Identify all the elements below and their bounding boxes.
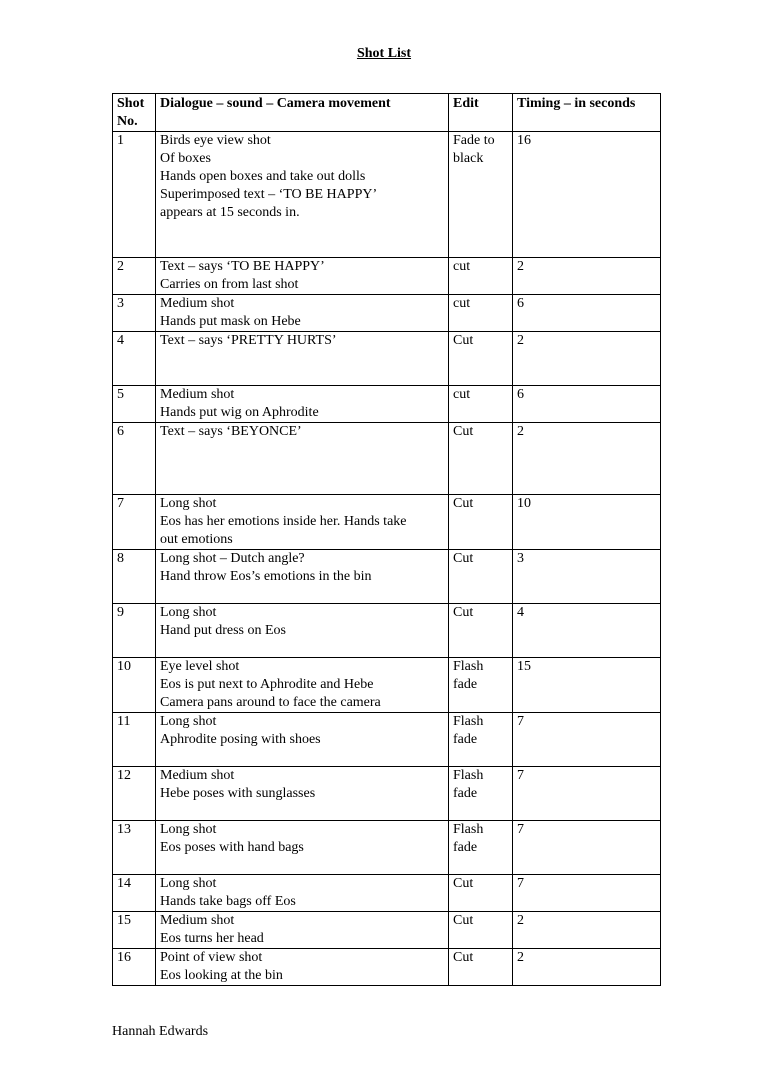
timing-cell: 7 xyxy=(513,767,661,821)
dialogue-line: Long shot xyxy=(160,876,217,891)
dialogue-line: Carries on from last shot xyxy=(160,277,299,292)
table-row xyxy=(113,550,661,604)
table-row xyxy=(113,332,661,386)
dialogue-line: Superimposed text – ‘TO BE HAPPY’ xyxy=(160,187,378,202)
dialogue-cell xyxy=(156,132,449,258)
dialogue-line: Eos is put next to Aphrodite and Hebe xyxy=(160,677,374,692)
edit-cell xyxy=(449,713,513,767)
dialogue-line: Hands put mask on Hebe xyxy=(160,314,301,329)
dialogue-cell xyxy=(156,258,449,295)
timing-cell: 4 xyxy=(513,604,661,658)
edit-line: Cut xyxy=(453,424,474,439)
dialogue-line: Long shot xyxy=(160,714,217,729)
edit-line: Flash xyxy=(453,714,484,729)
dialogue-line: Text – says ‘TO BE HAPPY’ xyxy=(160,259,325,274)
edit-line: Cut xyxy=(453,913,474,928)
dialogue-cell xyxy=(156,713,449,767)
document-title: Shot List xyxy=(356,46,412,61)
edit-line: Flash xyxy=(453,822,484,837)
table-row xyxy=(113,423,661,495)
shot-number-cell: 6 xyxy=(113,423,156,495)
edit-line: Cut xyxy=(453,950,474,965)
dialogue-cell xyxy=(156,767,449,821)
edit-line: Cut xyxy=(453,605,474,620)
dialogue-line: Long shot xyxy=(160,496,217,511)
edit-cell xyxy=(449,875,513,912)
timing-cell: 7 xyxy=(513,875,661,912)
edit-line: black xyxy=(453,151,484,166)
shot-list-table xyxy=(112,93,661,986)
edit-cell xyxy=(449,295,513,332)
dialogue-cell xyxy=(156,912,449,949)
timing-cell: 3 xyxy=(513,550,661,604)
dialogue-cell xyxy=(156,949,449,986)
edit-line: fade xyxy=(453,677,478,692)
shot-number-cell: 11 xyxy=(113,713,156,767)
shot-number-cell: 14 xyxy=(113,875,156,912)
timing-cell: 7 xyxy=(513,713,661,767)
edit-cell xyxy=(449,423,513,495)
table-row xyxy=(113,821,661,875)
edit-line: cut xyxy=(453,259,471,274)
table-row xyxy=(113,258,661,295)
edit-cell xyxy=(449,912,513,949)
shot-number-cell: 3 xyxy=(113,295,156,332)
timing-cell: 7 xyxy=(513,821,661,875)
dialogue-line: Point of view shot xyxy=(160,950,263,965)
dialogue-line: Hand put dress on Eos xyxy=(160,623,286,638)
edit-line: cut xyxy=(453,387,471,402)
shot-number-cell: 15 xyxy=(113,912,156,949)
dialogue-cell xyxy=(156,875,449,912)
shot-number-cell: 12 xyxy=(113,767,156,821)
dialogue-line: Medium shot xyxy=(160,387,235,402)
shot-number-cell: 16 xyxy=(113,949,156,986)
shot-number-cell: 5 xyxy=(113,386,156,423)
table-row xyxy=(113,604,661,658)
dialogue-line: Hands put wig on Aphrodite xyxy=(160,405,319,420)
dialogue-line: Eos has her emotions inside her. Hands take xyxy=(160,514,407,529)
edit-line: Cut xyxy=(453,876,474,891)
dialogue-cell xyxy=(156,550,449,604)
dialogue-line: Camera pans around to face the camera xyxy=(160,695,381,710)
table-row xyxy=(113,767,661,821)
edit-cell xyxy=(449,550,513,604)
timing-cell: 2 xyxy=(513,423,661,495)
table-row xyxy=(113,132,661,258)
dialogue-line: Hand throw Eos’s emotions in the bin xyxy=(160,569,372,584)
header-edit: Edit xyxy=(449,94,513,132)
timing-cell: 16 xyxy=(513,132,661,258)
dialogue-cell xyxy=(156,332,449,386)
dialogue-line: out emotions xyxy=(160,532,233,547)
edit-cell xyxy=(449,821,513,875)
dialogue-line: Medium shot xyxy=(160,913,235,928)
timing-cell: 2 xyxy=(513,258,661,295)
timing-cell: 2 xyxy=(513,912,661,949)
table-row xyxy=(113,713,661,767)
edit-line: fade xyxy=(453,840,478,855)
edit-cell xyxy=(449,767,513,821)
dialogue-line: appears at 15 seconds in. xyxy=(160,205,300,220)
timing-cell: 10 xyxy=(513,495,661,550)
edit-cell xyxy=(449,332,513,386)
shot-number-cell: 2 xyxy=(113,258,156,295)
timing-cell: 2 xyxy=(513,949,661,986)
dialogue-line: Aphrodite posing with shoes xyxy=(160,732,321,747)
edit-line: Cut xyxy=(453,333,474,348)
table-row xyxy=(113,912,661,949)
edit-cell xyxy=(449,495,513,550)
dialogue-line: Long shot – Dutch angle? xyxy=(160,551,305,566)
table-row xyxy=(113,949,661,986)
edit-cell xyxy=(449,132,513,258)
edit-line: fade xyxy=(453,786,478,801)
timing-cell: 15 xyxy=(513,658,661,713)
dialogue-line: Medium shot xyxy=(160,768,235,783)
dialogue-line: Of boxes xyxy=(160,151,211,166)
edit-cell xyxy=(449,258,513,295)
edit-cell xyxy=(449,604,513,658)
edit-line: cut xyxy=(453,296,471,311)
dialogue-line: Hands open boxes and take out dolls xyxy=(160,169,366,184)
shot-number-cell: 1 xyxy=(113,132,156,258)
dialogue-line: Medium shot xyxy=(160,296,235,311)
edit-line: Cut xyxy=(453,551,474,566)
table-row xyxy=(113,386,661,423)
timing-cell: 2 xyxy=(513,332,661,386)
dialogue-line: Hebe poses with sunglasses xyxy=(160,786,316,801)
header-shot-no: Shot No. xyxy=(113,94,156,132)
dialogue-line: Eos looking at the bin xyxy=(160,968,283,983)
shot-number-cell: 9 xyxy=(113,604,156,658)
edit-cell xyxy=(449,386,513,423)
timing-cell: 6 xyxy=(513,295,661,332)
edit-cell xyxy=(449,658,513,713)
dialogue-line: Text – says ‘BEYONCE’ xyxy=(160,424,302,439)
table-row xyxy=(113,295,661,332)
header-timing: Timing – in seconds xyxy=(513,94,661,132)
dialogue-cell xyxy=(156,604,449,658)
dialogue-line: Eye level shot xyxy=(160,659,240,674)
edit-line: Flash xyxy=(453,659,484,674)
table-row xyxy=(113,495,661,550)
dialogue-line: Eos turns her head xyxy=(160,931,264,946)
dialogue-line: Long shot xyxy=(160,605,217,620)
shot-number-cell: 10 xyxy=(113,658,156,713)
dialogue-line: Text – says ‘PRETTY HURTS’ xyxy=(160,333,337,348)
dialogue-cell xyxy=(156,386,449,423)
table-header-row xyxy=(113,94,661,132)
dialogue-line: Long shot xyxy=(160,822,217,837)
dialogue-line: Hands take bags off Eos xyxy=(160,894,296,909)
dialogue-line: Birds eye view shot xyxy=(160,133,271,148)
edit-line: Flash xyxy=(453,768,484,783)
shot-number-cell: 7 xyxy=(113,495,156,550)
dialogue-cell xyxy=(156,821,449,875)
dialogue-cell xyxy=(156,495,449,550)
edit-line: Fade to xyxy=(453,133,495,148)
shot-number-cell: 4 xyxy=(113,332,156,386)
table-row xyxy=(113,875,661,912)
dialogue-line: Eos poses with hand bags xyxy=(160,840,304,855)
edit-cell xyxy=(449,949,513,986)
edit-line: fade xyxy=(453,732,478,747)
timing-cell: 6 xyxy=(513,386,661,423)
table-row xyxy=(113,658,661,713)
table-body xyxy=(113,132,661,986)
dialogue-cell xyxy=(156,423,449,495)
author-name: Hannah Edwards xyxy=(112,1024,209,1039)
header-dialogue: Dialogue – sound – Camera movement xyxy=(156,94,449,132)
edit-line: Cut xyxy=(453,496,474,511)
shot-number-cell: 8 xyxy=(113,550,156,604)
dialogue-cell xyxy=(156,295,449,332)
shot-number-cell: 13 xyxy=(113,821,156,875)
dialogue-cell xyxy=(156,658,449,713)
